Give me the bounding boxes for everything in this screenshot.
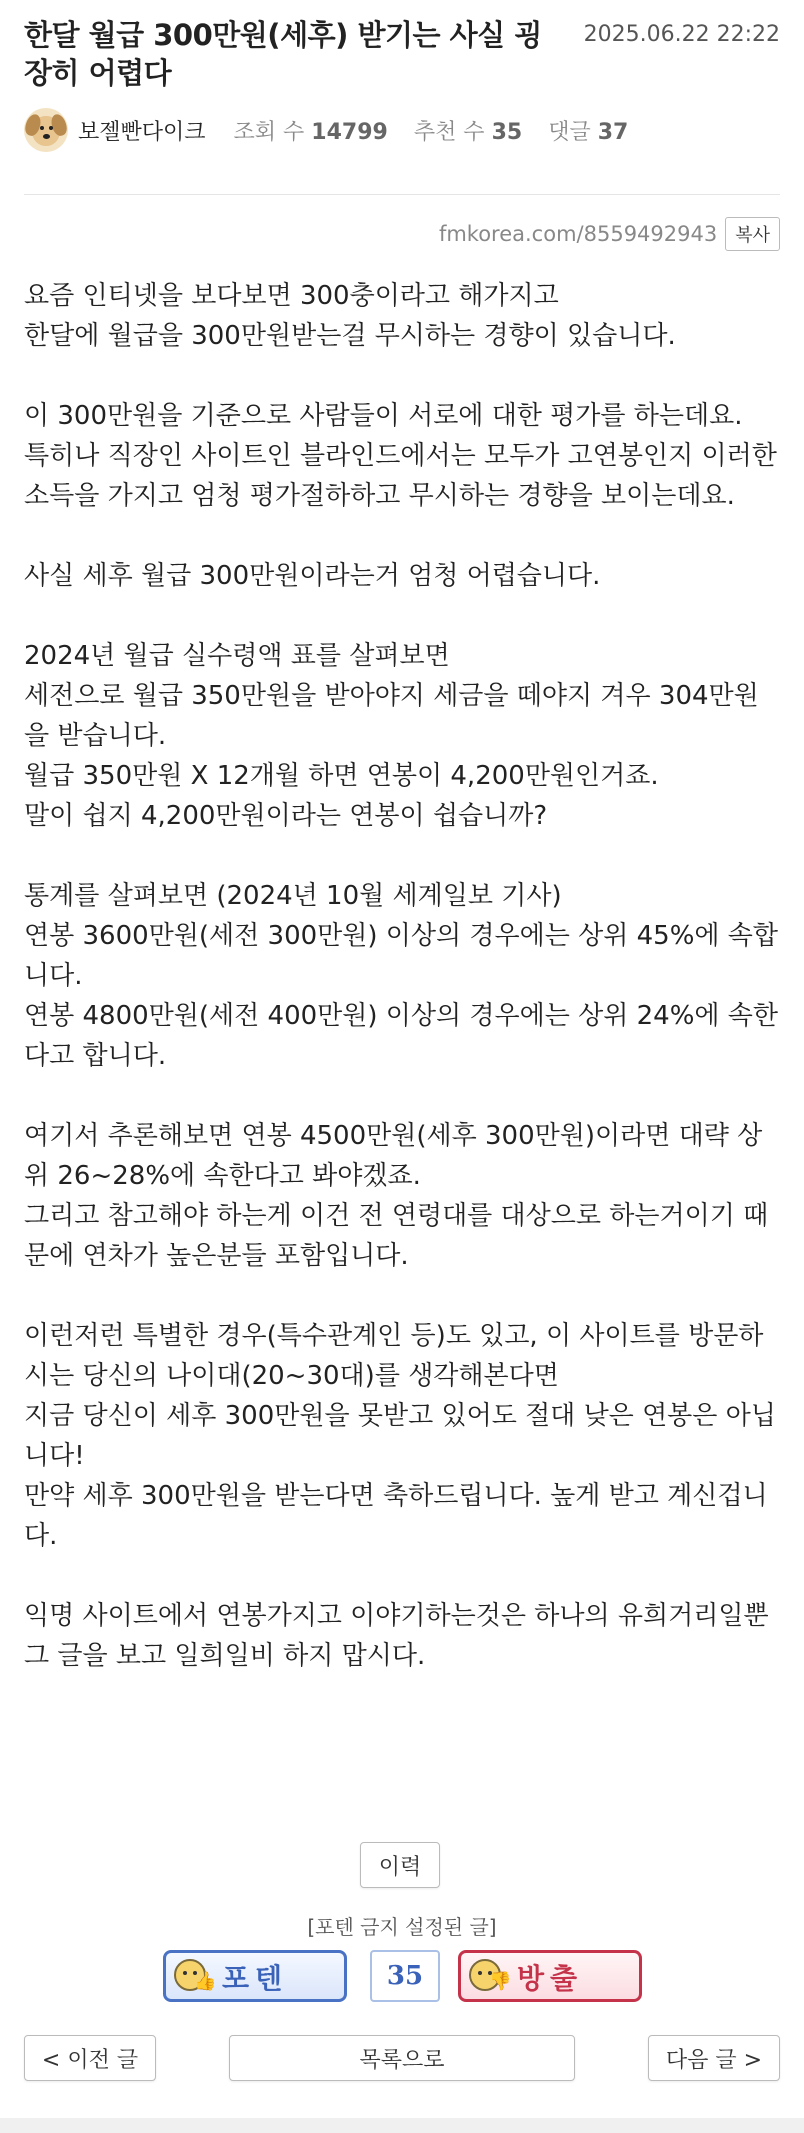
body-paragraph: 통계를 살펴보면 (2024년 10월 세계일보 기사) 연봉 3600만원(세전 300만원) 이상의 경우에는 상위 45%에 속합니다. 연봉 4800만원(세전 400만원) 이상의 경우에는 상위 24%에 속한다고 합니다.	[24, 881, 779, 1071]
recommend-count-label: 추천 수	[413, 119, 485, 145]
body-paragraph: 요즘 인티넷을 보다보면 300충이라고 해가지고 한달에 월급을 300만원받는걸 무시하는 경향이 있습니다.	[24, 281, 676, 351]
comment-count[interactable]	[548, 115, 628, 146]
post-meta	[24, 108, 654, 152]
view-count-label: 조회 수	[233, 119, 305, 145]
downvote-button[interactable]: 👎 방출	[458, 1950, 642, 2002]
puppy-avatar-icon[interactable]	[24, 108, 68, 152]
post-container	[24, 0, 780, 2073]
body-paragraph: 이런저런 특별한 경우(특수관계인 등)도 있고, 이 사이트를 방문하시는 당신의 나이대(20~30대)를 생각해본다면 지금 당신이 세후 300만원을 못받고 있어도 절대 낮은 연봉은 아닙니다! 만약 세후 300만원을 받는다면 축하드립니다. 높게 받고 계신겁니다.	[24, 1321, 776, 1551]
post-datetime: 2025.06.22 22:22	[583, 22, 780, 47]
header-divider	[24, 194, 780, 195]
comment-count-label: 댓글	[548, 119, 591, 145]
back-to-list-button[interactable]: 목록으로	[229, 2035, 575, 2081]
recommend-count-value: 35	[491, 119, 523, 145]
post-body	[24, 276, 780, 1716]
next-post-button[interactable]: 다음 글 >	[648, 2035, 780, 2081]
copy-url-button[interactable]: 복사	[725, 217, 780, 251]
author-name[interactable]: 보젤빤다이크	[78, 119, 206, 145]
comment-count-value: 37	[597, 119, 629, 145]
recommend-count	[414, 115, 522, 146]
post-url[interactable]: fmkorea.com/8559492943	[438, 222, 718, 246]
share-bar	[439, 217, 780, 251]
body-paragraph: 여기서 추론해보면 연봉 4500만원(세후 300만원)이라면 대략 상위 26~28%에 속한다고 봐야겠죠. 그리고 참고해야 하는게 이건 전 연령대를 대상으로 하는거이기 때문에 연차가 높은분들 포함입니다.	[24, 1121, 769, 1271]
vote-count: 35	[370, 1950, 440, 2002]
body-paragraph: 사실 세후 월급 300만원이라는거 엄청 어렵습니다.	[24, 561, 601, 591]
body-paragraph: 이 300만원을 기준으로 사람들이 서로에 대한 평가를 하는데요. 특히나 직장인 사이트인 블라인드에서는 모두가 고연봉인지 이러한 소득을 가지고 엄청 평가절하하고 무시하는 경향을 보이는데요.	[24, 401, 777, 511]
view-count-value: 14799	[311, 119, 388, 145]
downvote-label: 방출	[517, 1962, 584, 1995]
body-paragraph: 2024년 월급 실수령액 표를 살펴보면 세전으로 월급 350만원을 받아야지 세금을 떼야지 겨우 304만원을 받습니다. 월급 350만원 X 12개월 하면 연봉이 4,200만원인거죠. 말이 쉽지 4,200만원이라는 연봉이 쉽습니까?	[24, 641, 759, 831]
upvote-label: 포텐	[222, 1962, 289, 1995]
post-title: 한달 월급 300만원(세후) 받기는 사실 굉장히 어렵다	[24, 18, 542, 90]
view-count	[234, 115, 388, 146]
post-header	[24, 0, 780, 112]
body-paragraph: 익명 사이트에서 연봉가지고 이야기하는것은 하나의 유희거리일뿐 그 글을 보고 일희일비 하지 맙시다.	[24, 1601, 769, 1671]
history-button[interactable]: 이력	[360, 1842, 440, 1888]
previous-post-button[interactable]: < 이전 글	[24, 2035, 156, 2081]
upvote-button[interactable]: 👍 포텐	[163, 1950, 347, 2002]
footer-strip	[0, 2118, 804, 2133]
poten-ban-notice: [포텐 금지 설정된 글]	[307, 1915, 497, 1939]
